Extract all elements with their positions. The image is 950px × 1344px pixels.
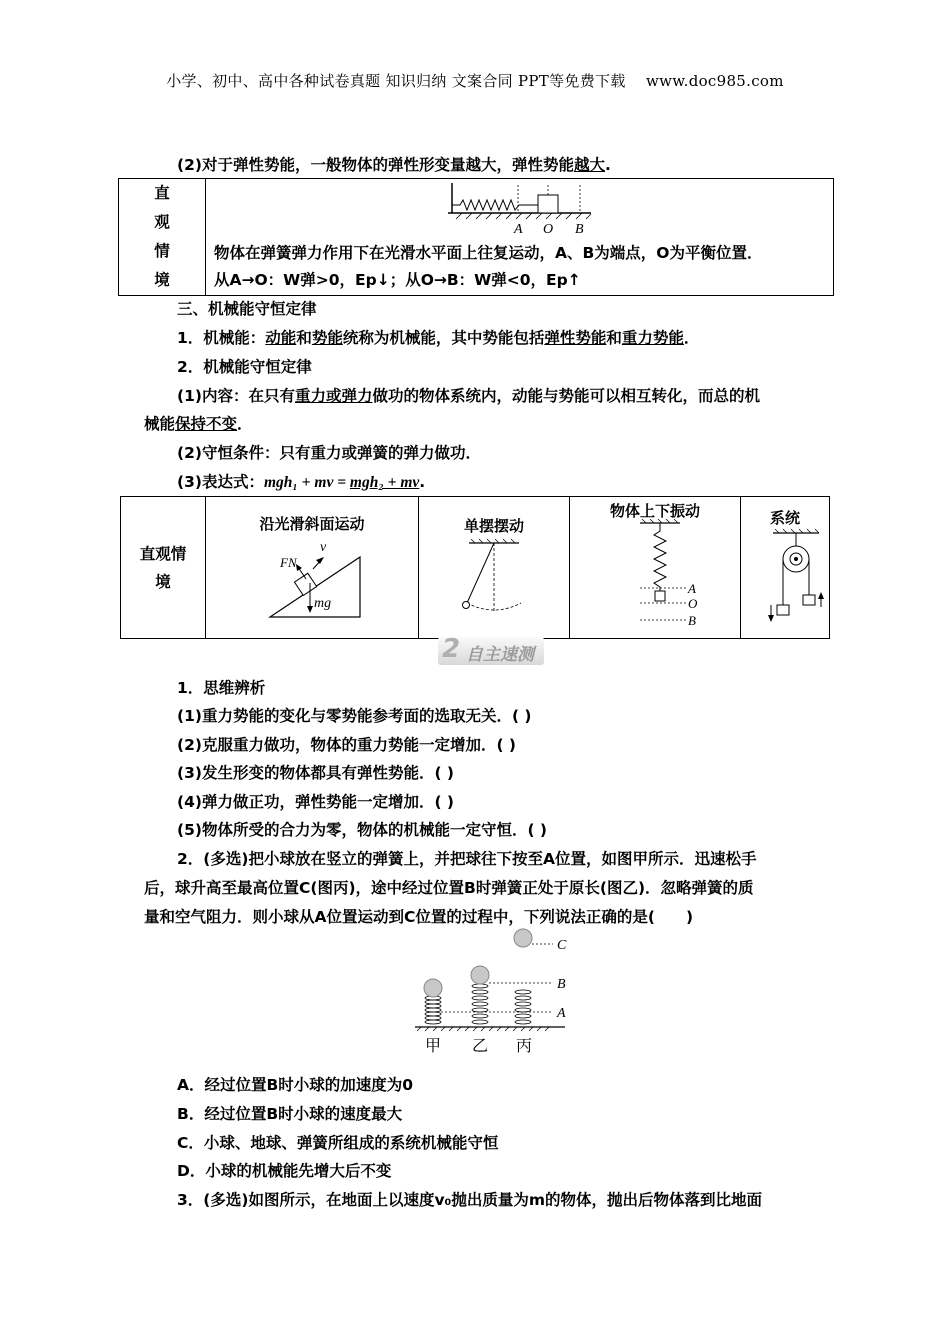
label-C: C	[557, 938, 567, 953]
table-label-cell	[121, 497, 206, 639]
energy-change-text: 从A→O：W弹>0，Ep↓；从O→B：W弹<0，Ep↑	[214, 271, 581, 289]
option-C: C．小球、地球、弹簧所组成的系统机械能守恒	[177, 1134, 499, 1152]
judgment-item: (2)克服重力做功，物体的重力势能一定增加．( )	[177, 736, 517, 754]
badge-title: 自主速测	[466, 645, 534, 665]
text: (3)表达式：	[177, 473, 264, 491]
option-B: B．经过位置B时小球的速度最大	[177, 1105, 403, 1123]
caption-system: 系统	[769, 509, 800, 527]
table-label: 直观情境	[139, 544, 187, 591]
text: .	[604, 156, 611, 174]
text: 和	[296, 329, 312, 347]
law-content-line1	[177, 384, 760, 406]
label-B: B	[575, 222, 584, 237]
text: (1)内容：在只有	[177, 387, 295, 405]
text: 械能	[144, 415, 176, 433]
label-bing: 丙	[516, 1038, 533, 1055]
underlined-answer: 保持不变	[175, 415, 238, 433]
vertical-spring-figure	[626, 519, 716, 635]
pulley-cell	[741, 497, 830, 639]
underlined-answer: 重力势能	[621, 329, 684, 347]
conservation-law-heading: 2．机械能守恒定律	[177, 358, 312, 376]
conservation-condition: (2)守恒条件：只有重力或弹簧的弹力做功．	[177, 444, 481, 462]
underlined-answer: 弹性势能	[544, 329, 607, 347]
table-content-cell	[206, 179, 834, 296]
vertical-spring-cell	[570, 497, 741, 639]
table-label-cell	[119, 179, 206, 296]
label-jia: 甲	[425, 1038, 442, 1055]
underlined-answer: 势能	[311, 329, 343, 347]
question-3-line: 3．(多选)如图所示，在地面上以速度v₀抛出质量为m的物体，抛出后物体落到比地面	[177, 1191, 762, 1209]
label-mg: mg	[314, 596, 332, 611]
page-header: 小学、初中、高中各种试卷真题 知识归纳 文案合同 PPT等免费下载 www.doc985.com	[166, 72, 784, 90]
label-A: A	[514, 222, 523, 237]
text: 1．机械能：	[177, 329, 266, 347]
question-2-line: 量和空气阻力．则小球从A位置运动到C位置的过程中，下列说法正确的是( )	[144, 908, 694, 926]
horizontal-spring-figure	[446, 181, 606, 237]
judgment-item: (3)发生形变的物体都具有弹性势能．( )	[177, 764, 455, 782]
label-O: O	[543, 222, 554, 237]
label-v: v	[320, 540, 327, 555]
underlined-answer: 动能	[265, 329, 297, 347]
section-title: 三、机械能守恒定律	[177, 300, 317, 318]
judgment-item: (5)物体所受的合力为零，物体的机械能一定守恒．( )	[177, 821, 548, 839]
label-yi: 乙	[472, 1038, 489, 1055]
law-content-line2	[144, 412, 253, 434]
label-char: 直	[154, 184, 170, 202]
label-O: O	[688, 596, 698, 611]
text: 和	[606, 329, 622, 347]
text: .	[419, 473, 426, 491]
label-B: B	[557, 977, 566, 992]
mechanical-energy-definition	[177, 326, 699, 348]
section-badge	[438, 634, 544, 665]
pendulum-cell	[419, 497, 570, 639]
text: (2)对于弹性势能，一般物体的弹性形变量越大，弹性势能	[177, 156, 574, 174]
text: 统称为机械能，其中势能包括	[342, 329, 545, 347]
underlined-formula: mgh₂ + mv	[349, 474, 420, 491]
label-char: 情	[154, 242, 170, 260]
label-FN: FN	[280, 555, 297, 570]
scenario-description: 物体在弹簧弹力作用下在光滑水平面上往复运动，A、B为端点，O为平衡位置．	[214, 244, 763, 262]
incline-cell	[206, 497, 419, 639]
spring-ball-figure	[405, 927, 575, 1067]
question-1-title: 1．思维辨析	[177, 679, 266, 697]
text: 做功的物体系统内，动能与势能可以相互转化，而总的机	[372, 387, 760, 405]
label-char: 境	[154, 271, 170, 289]
elastic-energy-line	[177, 153, 611, 175]
scenarios-table	[120, 496, 830, 639]
label-char: 观	[154, 213, 170, 231]
formula: mgh₁ + mv =	[263, 474, 350, 491]
label-B: B	[688, 613, 696, 628]
underlined-answer: 越大	[573, 156, 605, 174]
caption-vertical-oscillation: 物体上下振动	[609, 502, 700, 520]
text: ．	[683, 329, 700, 347]
pulley-figure	[763, 529, 833, 629]
caption-incline: 沿光滑斜面运动	[259, 515, 365, 533]
badge-number: 2	[442, 634, 461, 664]
question-2-line: 2．(多选)把小球放在竖立的弹簧上，并把球往下按至A位置，如图甲所示．迅速松手	[177, 850, 757, 868]
judgment-item: (4)弹力做正功，弹性势能一定增加．( )	[177, 793, 455, 811]
option-A: A．经过位置B时小球的加速度为0	[177, 1076, 414, 1094]
label-A: A	[688, 581, 696, 596]
label-A: A	[557, 1006, 566, 1021]
judgment-item: (1)重力势能的变化与零势能参考面的选取无关．( )	[177, 707, 532, 725]
text: ．	[237, 415, 253, 433]
expression-line	[177, 470, 425, 492]
caption-pendulum: 单摆摆动	[463, 517, 524, 535]
question-2-line: 后，球升高至最高位置C(图丙)，途中经过位置B时弹簧正处于原长(图乙)．忽略弹簧的质	[144, 879, 754, 897]
underlined-answer: 重力或弹力	[294, 387, 373, 405]
incline-figure	[268, 537, 368, 627]
spring-scenario-table	[118, 178, 834, 296]
pendulum-figure	[457, 539, 537, 629]
option-D: D．小球的机械能先增大后不变	[177, 1162, 392, 1180]
